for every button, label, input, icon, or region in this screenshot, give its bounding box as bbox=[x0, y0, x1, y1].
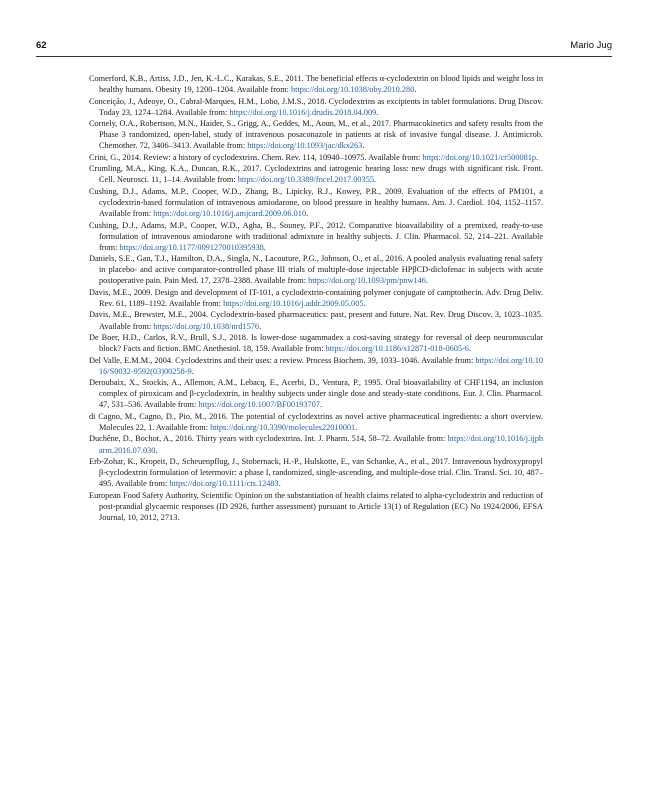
reference-item: Daniels, S.E., Gan, T.J., Hamilton, D.A., Singla, N., Lacouture, P.G., Johnson, O., et al., 2016. A pooled analysis evaluating renal safety in placebo- and active comparator-controlled phase III trials of multiple-dose injectable HPβCD-diclofenac in subjects with acute postoperative pain. Pain Med. 17, 2378–2388. Available from: https://doi.org/10.1093/pm/pnw146. bbox=[89, 254, 543, 286]
reference-item: Crumling, M.A., King, K.A., Duncan, R.K., 2017. Cyclodextrins and iatrogenic hearing loss: new drugs with significant risk. Front. Cell. Neurosci. 11, 1–14. Available from: https://doi.org/10.3389/fncel.2017.00355. bbox=[89, 164, 543, 185]
reference-item: Davis, M.E., Brewster, M.E., 2004. Cyclodextrin-based pharmaceutics: past, present and future. Nat. Rev. Drug Discov. 3, 1023–1035. Available from: https://doi.org/10.1038/nrd1576. bbox=[89, 310, 543, 331]
reference-item: Cornely, O.A., Robertson, M.N., Haider, S., Grigg, A., Geddes, M., Aoun, M., et al., 2017. Pharmacokinetics and safety results from the Phase 3 randomized, open-label, study of intravenous posaconazole in patients at risk of invasive fungal disease. J. Antimicrob. Chemother. 72, 3406–3413. Available from: https://doi.org/10.1093/jac/dkx263. bbox=[89, 119, 543, 151]
reference-item: De Boer, H.D., Carlos, R.V., Brull, S.J., 2018. Is lower-dose sugammadex a cost-saving strategy for reversal of deep neuromuscular block? Facts and fiction. BMC Anethesiol. 18, 159. Available from: https://doi.org/10.1186/s12871-018-0605-6. bbox=[89, 333, 543, 354]
doi-link[interactable]: https://doi.org/10.1021/cr500081p bbox=[422, 152, 537, 162]
reference-item: Cushing, D.J., Adams, M.P., Cooper, W.D., Agha, B., Souney, P.F., 2012. Comparative bioavailability of a premixed, ready-to-use formulation of intravenous amiodarone with traditional admixture in healthy subjects. J. Clin. Pharmacol. 52, 214–221. Available from: https://doi.org/10.1177/0091270010395938. bbox=[89, 220, 543, 252]
page-header bbox=[36, 40, 612, 56]
doi-link[interactable]: https://doi.org/10.1016/S0032-9592(03)00258-9 bbox=[99, 355, 543, 376]
doi-link[interactable]: https://doi.org/10.1016/j.ijpharm.2016.07.030 bbox=[99, 434, 543, 455]
running-head-author: Mario Jug bbox=[570, 40, 612, 51]
doi-link[interactable]: https://doi.org/10.1038/oby.2010.280 bbox=[291, 85, 415, 95]
reference-item: Duchêne, D., Bochot, A., 2016. Thirty years with cyclodextrins. Int. J. Pharm. 514, 58–72. Available from: https://doi.org/10.1016/j.ijpharm.2016.07.030. bbox=[89, 434, 543, 455]
reference-item: di Cagno, M., Cagno, D., Pio, M., 2016. The potential of cyclodextrins as novel active pharmaceutical ingredients: a short overview. Molecules 22, 1. Available from: https://doi.org/10.3390/molecules22010001. bbox=[89, 411, 543, 432]
reference-item: Deroubaix, X., Stockis, A., Allemon, A.M., Lebacq, E., Acerbi, D., Ventura, P., 1995. Oral bioavailability of CHF1194, an inclusion complex of piroxicam and β-cyclodextrin, in healthy subjects under single dose and steady-state conditions. Eur. J. Clin. Pharmacol. 47, 531–536. Available from: https://doi.org/10.1007/BF00193707. bbox=[89, 378, 543, 410]
reference-item: Cushing, D.J., Adams, M.P., Cooper, W.D., Zhang, B., Lipicky, R.J., Kowey, P.R., 2009. Evaluation of the effects of PM101, a cyclodextrin-based formulation of intravenous amiodarone, on blood pressure in healthy humans. Am. J. Cardiol. 104, 1152–1157. Available from: https://doi.org/10.1016/j.amjcard.2009.06.010. bbox=[89, 186, 543, 219]
doi-link[interactable]: https://doi.org/10.1186/s12871-018-0605-6 bbox=[325, 344, 469, 354]
doi-link[interactable]: https://doi.org/10.1038/nrd1576 bbox=[153, 321, 260, 331]
doi-link[interactable]: https://doi.org/10.1177/0091270010395938 bbox=[119, 242, 264, 252]
reference-item: Erb-Zohar, K., Kropeit, D., Scheuenpflug, J., Stobernack, H.-P., Hulskotte, E., van Schanke, A., et al., 2017. Intravenous hydroxypropyl β-cyclodextrin formulation of letermovir: a phase I, randomized, single-ascending, and multiple-dose trial. Clin. Transl. Sci. 10, 487–495. Available from: https://doi.org/10.1111/cts.12483. bbox=[89, 457, 543, 489]
reference-item: Del Valle, E.M.M., 2004. Cyclodextrins and their uses: a review. Process Biochem. 39, 1033–1046. Available from: https://doi.org/10.1016/S0032-9592(03)00258-9. bbox=[89, 355, 543, 376]
reference-list bbox=[89, 73, 543, 523]
doi-link[interactable]: https://doi.org/10.3390/molecules22010001 bbox=[210, 422, 356, 432]
header-rule bbox=[36, 56, 612, 57]
reference-item: Davis, M.E., 2009. Design and development of IT-101, a cyclodextrin-containing polymer conjugate of camptothecin. Adv. Drug Deliv. Rev. 61, 1189–1192. Available from: https://doi.org/10.1016/j.addr.2009.05.005. bbox=[89, 287, 543, 308]
reference-item: Crini, G., 2014. Review: a history of cyclodextrins. Chem. Rev. 114, 10940–10975. Available from: https://doi.org/10.1021/cr500081p. bbox=[89, 152, 539, 162]
reference-item: Conceição, J., Adeoye, O., Cabral-Marques, H.M., Lobo, J.M.S., 2018. Cyclodextrins as excipients in tablet formulations. Drug Discov. Today 23, 1274–1284. Available from: https://doi.org/10.1016/j.drudis.2018.04.009. bbox=[89, 96, 543, 117]
reference-item: European Food Safety Authority, Scientific Opinion on the substantiation of health claims related to alpha-cyclodextrin and reduction of post-prandial glycaemic responses (ID 2926, further assessment) pursuant to Article 13(1) of Regulation (EC) No 1924/2006, EFSA Journal, 10, 2012, 2713. bbox=[89, 490, 543, 522]
doi-link[interactable]: https://doi.org/10.1016/j.addr.2009.05.005 bbox=[223, 299, 364, 308]
page-number: 62 bbox=[36, 40, 47, 51]
doi-link[interactable]: https://doi.org/10.1016/j.amjcard.2009.06.010 bbox=[153, 209, 307, 219]
doi-link[interactable]: https://doi.org/10.1016/j.drudis.2018.04.009 bbox=[229, 107, 377, 117]
reference-item: Comerford, K.B., Artiss, J.D., Jen, K.-L.C., Karakas, S.E., 2011. The beneficial effects α-cyclodextrin on blood lipids and weight loss in healthy humans. Obesity 19, 1200–1204. Available from: https://doi.org/10.1038/oby.2010.280. bbox=[89, 74, 543, 95]
doi-link[interactable]: https://doi.org/10.3389/fncel.2017.00355 bbox=[237, 175, 374, 185]
doi-link[interactable]: https://doi.org/10.1093/pm/pnw146 bbox=[308, 276, 426, 286]
doi-link[interactable]: https://doi.org/10.1007/BF00193707 bbox=[198, 400, 320, 410]
doi-link[interactable]: https://doi.org/10.1093/jac/dkx263 bbox=[247, 141, 363, 151]
doi-link[interactable]: https://doi.org/10.1111/cts.12483 bbox=[169, 479, 279, 489]
